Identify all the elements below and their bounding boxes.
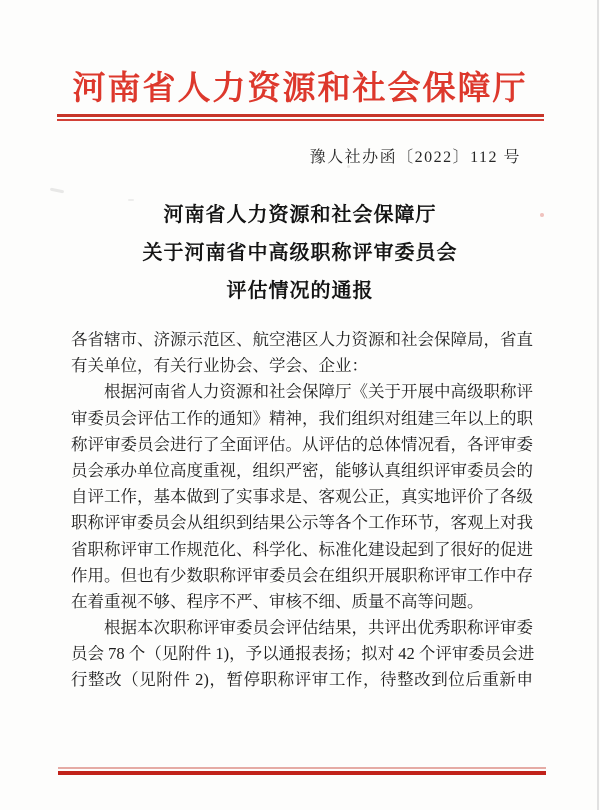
body-line: 作用。但也有少数职称评审委员会在组织开展职称评审工作中存 — [71, 565, 533, 585]
document-body — [71, 327, 533, 694]
body-line: 员会承办单位高度重视，组织严密，能够认真组织评审委员会的 — [71, 460, 533, 480]
document-title-line-2: 关于河南省中高级职称评审委员会 — [142, 242, 458, 264]
body-line: 行整改（见附件 2)，暂停职称评审工作，待整改到位后重新申 — [71, 670, 533, 690]
document-title-line-3: 评估情况的通报 — [226, 280, 374, 302]
body-line: 有关单位，有关行业协会、学会、企业： — [71, 356, 368, 376]
agency-letterhead: 河南省人力资源和社会保障厅 — [72, 71, 528, 107]
body-line: 职称评审委员会从组织到结果公示等各个工作环节，客观上对我 — [71, 513, 533, 533]
scan-smudge — [50, 188, 64, 194]
scan-right-edge-line — [597, 0, 599, 810]
document-reference-number: 豫人社办函〔2022〕112 号 — [309, 149, 521, 166]
document-title-line-1: 河南省人力资源和社会保障厅 — [163, 204, 437, 226]
document-title — [0, 196, 600, 310]
body-line: 称评审委员会进行了全面评估。从评估的总体情况看，各评审委 — [71, 434, 533, 454]
letterhead-rule-bottom — [57, 119, 544, 121]
body-line: 各省辖市、济源示范区、航空港区人力资源和社会保障局，省直 — [71, 330, 533, 349]
body-line: 员会 78 个（见附件 1)，予以通报表扬；拟对 42 个评审委员会进 — [71, 644, 535, 664]
footer-rule-thick — [58, 771, 546, 775]
footer-rule — [58, 767, 546, 775]
body-line: 在着重视不够、程序不严、审核不细、质量不高等问题。 — [71, 591, 484, 611]
letterhead-double-rule — [57, 114, 544, 121]
body-line: 省职称评审工作规范化、科学化、标准化建设起到了很好的促进 — [71, 539, 533, 559]
body-line: 根据河南省人力资源和社会保障厅《关于开展中高级职称评 — [104, 382, 533, 402]
body-line: 根据本次职称评审委员会评估结果，共评出优秀职称评审委 — [104, 618, 533, 638]
body-line: 自评工作，基本做到了实事求是、客观公正，真实地评价了各级 — [71, 487, 533, 507]
body-line: 审委员会评估工作的通知》精神，我们组织对组建三年以上的职 — [71, 408, 533, 428]
